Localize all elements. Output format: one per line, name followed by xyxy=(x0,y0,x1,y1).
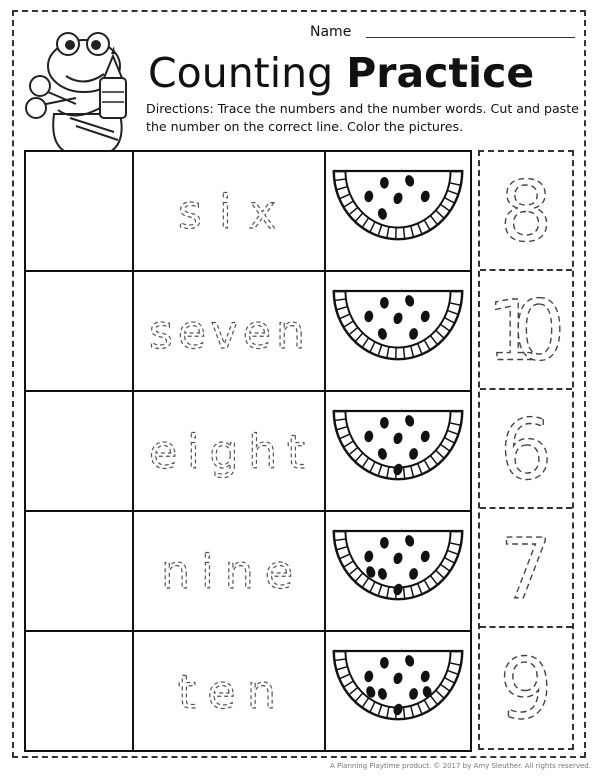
paste-box[interactable] xyxy=(24,630,134,752)
watermelon-seed xyxy=(380,417,389,429)
paste-box[interactable] xyxy=(24,150,134,272)
page-title xyxy=(148,48,578,98)
title-counting: Counting xyxy=(148,49,334,97)
name-label: Name xyxy=(310,24,352,40)
cut-out-number[interactable] xyxy=(480,628,572,747)
directions-text: Directions: Trace the numbers and the number words. Cut and paste the number on the correct line. Color the pictures. xyxy=(146,101,579,134)
name-line xyxy=(310,24,575,44)
trace-word-box xyxy=(132,390,326,512)
cut-out-number[interactable] xyxy=(480,390,572,509)
watermelon-slice-icon xyxy=(326,392,470,510)
trace-word: nine xyxy=(161,545,297,599)
watermelon-slice-icon xyxy=(326,632,470,750)
cut-out-numbers-column xyxy=(478,150,574,750)
watermelon-picture-box xyxy=(324,270,472,392)
paste-box[interactable] xyxy=(24,390,134,512)
frog-mascot-icon xyxy=(14,14,144,160)
watermelon-picture-box xyxy=(324,630,472,752)
trace-number: 8 xyxy=(499,164,553,261)
watermelon-seed xyxy=(380,537,389,549)
paste-box[interactable] xyxy=(24,510,134,632)
trace-word-box xyxy=(132,630,326,752)
copyright-footer: A Planning Playtime product. © 2017 by Amy Sleuther. All rights reserved. xyxy=(330,762,591,770)
trace-number: 10 xyxy=(486,283,566,380)
cut-out-number[interactable] xyxy=(480,271,572,390)
trace-word: eight xyxy=(149,425,309,479)
trace-word: ten xyxy=(178,665,280,719)
watermelon-picture-box xyxy=(324,390,472,512)
watermelon-seed xyxy=(380,657,389,669)
trace-word-box xyxy=(132,510,326,632)
watermelon-slice-icon xyxy=(326,152,470,270)
trace-word: seven xyxy=(149,305,309,359)
cut-out-number[interactable] xyxy=(480,152,572,271)
trace-number: 6 xyxy=(499,402,553,499)
title-practice: Practice xyxy=(346,49,535,97)
watermelon-slice-icon xyxy=(326,272,470,390)
trace-word: six xyxy=(178,185,280,239)
trace-number: 7 xyxy=(499,521,553,618)
trace-word-box xyxy=(132,150,326,272)
cut-out-number[interactable] xyxy=(480,509,572,628)
watermelon-picture-box xyxy=(324,150,472,272)
watermelon-slice-icon xyxy=(326,512,470,630)
watermelon-seed xyxy=(380,297,389,309)
trace-number: 9 xyxy=(499,640,553,738)
name-write-line xyxy=(366,37,575,38)
watermelon-seed xyxy=(380,177,389,189)
trace-word-box xyxy=(132,270,326,392)
paste-box[interactable] xyxy=(24,270,134,392)
watermelon-picture-box xyxy=(324,510,472,632)
